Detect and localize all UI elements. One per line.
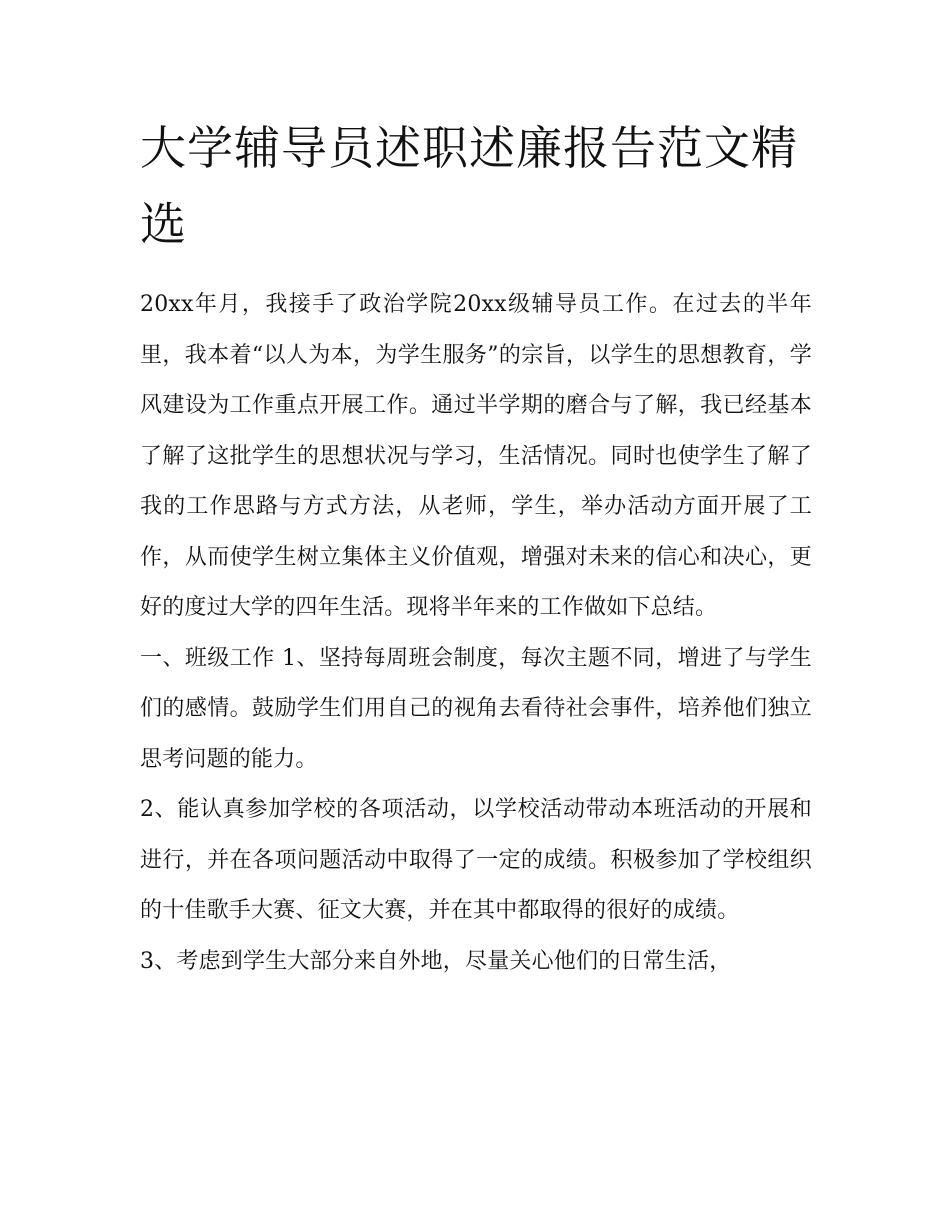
paragraph-student-life: 3、考虑到学生大部分来自外地，尽量关心他们的日常生活， xyxy=(140,948,732,974)
paragraph-class-work: 一、班级工作 1、坚持每周班会制度，每次主题不同，增进了与学生们的感情。鼓励学生们用自己的视角去看待社会事件，培养他们独立思考问题的能力。 xyxy=(140,645,812,772)
paragraph-activities: 2、能认真参加学校的各项活动，以学校活动带动本班活动的开展和进行，并在各项问题活动中取得了一定的成绩。积极参加了学校组织的十佳歌手大赛、征文大赛，并在其中都取得的很好的成绩。 xyxy=(140,797,812,923)
document-body xyxy=(140,280,812,987)
document-title: 大学辅导员述职述廉报告范文精选 xyxy=(140,121,798,251)
paragraph-intro: 20xx年月，我接手了政治学院20xx级辅导员工作。在过去的半年里，我本着“以人为本，为学生服务”的宗旨，以学生的思想教育，学风建设为工作重点开展工作。通过半学期的磨合与了解，我已经基本了解了这批学生的思想状况与学习，生活情况。同时也使学生了解了我的工作思路与方式方法，从老师，学生，举办活动方面开展了工作，从而使学生树立集体主义价值观，增强对未来的信心和决心，更好的度过大学的四年生活。现将半年来的工作做如下总结。 xyxy=(140,292,812,620)
